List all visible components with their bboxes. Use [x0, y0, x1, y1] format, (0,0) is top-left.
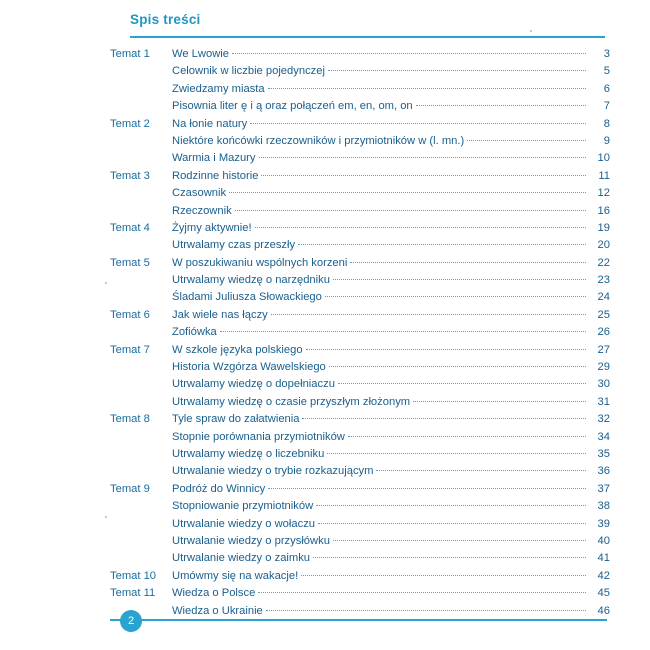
toc-entry-link[interactable] — [172, 274, 610, 286]
toc-entry-link[interactable] — [172, 309, 610, 321]
toc-entry-page: 46 — [597, 604, 610, 617]
page-title: Spis treści — [130, 12, 201, 27]
toc-entry-page: 34 — [597, 430, 610, 443]
toc-entry-link[interactable] — [172, 257, 610, 269]
toc-entry-topic: Temat 2 — [110, 117, 150, 130]
toc-entry-label: Utrwalamy czas przeszły — [172, 239, 296, 252]
toc-entry-label: Utrwalamy wiedzę o liczebniku — [172, 447, 325, 460]
toc-entry-link[interactable] — [172, 187, 610, 199]
toc-entry-label: Utrwalanie wiedzy o przysłówku — [172, 534, 330, 547]
toc-entry[interactable] — [110, 187, 610, 204]
toc-entry-label: Wiedza o Ukrainie — [172, 604, 263, 617]
toc-entry-link[interactable] — [172, 239, 610, 251]
toc-leader-dots — [271, 314, 586, 315]
toc-entry-page: 41 — [597, 552, 610, 565]
paper-speck — [105, 282, 107, 284]
toc-entry[interactable] — [110, 587, 610, 604]
toc-entry-topic: Temat 3 — [110, 169, 150, 182]
toc-entry-link[interactable] — [172, 378, 610, 390]
toc-entry-label: Utrwalamy wiedzę o narzędniku — [172, 274, 330, 287]
toc-entry-link[interactable] — [172, 448, 610, 460]
toc-entry-label: Utrwalanie wiedzy o wołaczu — [172, 517, 316, 530]
toc-entry-link[interactable] — [172, 326, 610, 338]
toc-entry-link[interactable] — [172, 100, 610, 112]
paper-speck — [105, 516, 107, 518]
toc-entry-label: Rzeczownik — [172, 204, 232, 217]
toc-entry-label: Utrwalamy wiedzę o dopełniaczu — [172, 378, 335, 391]
toc-leader-dots — [318, 523, 586, 524]
toc-entry-label: Wiedza o Polsce — [172, 587, 256, 600]
toc-entry-label: Warmia i Mazury — [172, 152, 256, 165]
toc-leader-dots — [302, 418, 586, 419]
toc-entry[interactable] — [110, 222, 610, 239]
toc-entry-page: 36 — [597, 465, 610, 478]
toc-entry[interactable] — [110, 448, 610, 465]
toc-entry-label: Historia Wzgórza Wawelskiego — [172, 361, 326, 374]
toc-entry-page: 9 — [603, 134, 610, 147]
toc-entry[interactable] — [110, 483, 610, 500]
toc-entry-link[interactable] — [172, 396, 610, 408]
toc-entry-link[interactable] — [172, 344, 610, 356]
toc-entry[interactable] — [110, 552, 610, 569]
toc-entry-link[interactable] — [172, 587, 610, 599]
toc-entry-page: 26 — [597, 326, 610, 339]
toc-entry-link[interactable] — [172, 65, 610, 77]
toc-entry-label: Śladami Juliusza Słowackiego — [172, 291, 322, 304]
toc-entry[interactable] — [110, 274, 610, 291]
toc-entry-page: 29 — [597, 361, 610, 374]
toc-entry[interactable] — [110, 48, 610, 65]
toc-entry-link[interactable] — [172, 170, 610, 182]
table-of-contents — [110, 48, 610, 622]
toc-entry-link[interactable] — [172, 483, 610, 495]
toc-entry-label: Stopnie porównania przymiotników — [172, 430, 345, 443]
toc-entry[interactable] — [110, 291, 610, 308]
toc-entry[interactable] — [110, 500, 610, 517]
toc-leader-dots — [350, 262, 586, 263]
toc-entry-page: 6 — [603, 82, 610, 95]
toc-entry-label: W poszukiwaniu wspólnych korzeni — [172, 256, 348, 269]
toc-entry-topic: Temat 6 — [110, 308, 150, 321]
toc-entry-page: 5 — [603, 65, 610, 78]
toc-leader-dots — [229, 192, 586, 193]
toc-entry-page: 23 — [597, 274, 610, 287]
toc-entry-page: 38 — [597, 500, 610, 513]
toc-entry-topic: Temat 8 — [110, 413, 150, 426]
toc-entry-label: Czasownik — [172, 187, 227, 200]
toc-entry-topic: Temat 4 — [110, 221, 150, 234]
toc-leader-dots — [333, 279, 586, 280]
toc-entry-page: 24 — [597, 291, 610, 304]
toc-entry[interactable] — [110, 83, 610, 100]
toc-leader-dots — [416, 105, 586, 106]
toc-entry-link[interactable] — [172, 518, 610, 530]
toc-entry-page: 16 — [597, 204, 610, 217]
toc-entry[interactable] — [110, 65, 610, 82]
toc-entry-link[interactable] — [172, 118, 610, 130]
toc-entry-page: 35 — [597, 447, 610, 460]
toc-entry-link[interactable] — [172, 135, 610, 147]
toc-leader-dots — [316, 505, 586, 506]
toc-leader-dots — [250, 123, 586, 124]
toc-entry-page: 39 — [597, 517, 610, 530]
toc-leader-dots — [333, 540, 586, 541]
toc-entry-page: 42 — [597, 569, 610, 582]
toc-entry-link[interactable] — [172, 431, 610, 443]
toc-leader-dots — [306, 349, 586, 350]
toc-entry[interactable] — [110, 326, 610, 343]
toc-entry-link[interactable] — [172, 605, 610, 617]
toc-entry-page: 3 — [603, 48, 610, 60]
toc-entry-link[interactable] — [172, 152, 610, 164]
toc-entry-label: Niektóre końcówki rzeczowników i przymiotników w (l. mn.) — [172, 134, 465, 147]
toc-entry[interactable] — [110, 465, 610, 482]
toc-entry-page: 7 — [603, 100, 610, 113]
toc-entry-label: Zwiedzamy miasta — [172, 82, 265, 95]
toc-entry-link[interactable] — [172, 500, 610, 512]
toc-entry[interactable] — [110, 361, 610, 378]
toc-entry-label: Tyle spraw do załatwienia — [172, 413, 300, 426]
toc-leader-dots — [235, 210, 586, 211]
toc-leader-dots — [259, 157, 587, 158]
toc-entry-link[interactable] — [172, 570, 610, 582]
toc-entry-page: 27 — [597, 343, 610, 356]
toc-leader-dots — [467, 140, 586, 141]
content-area — [110, 0, 622, 650]
toc-leader-dots — [220, 331, 586, 332]
toc-entry[interactable] — [110, 170, 610, 187]
toc-entry-page: 40 — [597, 534, 610, 547]
toc-entry[interactable] — [110, 518, 610, 535]
toc-entry-page: 20 — [597, 239, 610, 252]
toc-leader-dots — [266, 610, 586, 611]
toc-leader-dots — [255, 227, 586, 228]
toc-entry-label: Utrwalanie wiedzy o trybie rozkazującym — [172, 465, 374, 478]
toc-leader-dots — [232, 53, 586, 54]
toc-leader-dots — [328, 70, 586, 71]
toc-entry[interactable] — [110, 118, 610, 135]
toc-entry-label: Zofiówka — [172, 326, 217, 339]
toc-entry[interactable] — [110, 309, 610, 326]
toc-entry-link[interactable] — [172, 552, 610, 564]
toc-leader-dots — [338, 383, 586, 384]
toc-entry-page: 12 — [597, 187, 610, 200]
toc-entry-link[interactable] — [172, 48, 610, 60]
toc-entry[interactable] — [110, 152, 610, 169]
toc-entry-label: Na łonie natury — [172, 117, 248, 130]
toc-entry-label: Żyjmy aktywnie! — [172, 221, 252, 234]
toc-entry[interactable] — [110, 431, 610, 448]
toc-entry-page: 30 — [597, 378, 610, 391]
toc-entry-link[interactable] — [172, 535, 610, 547]
toc-entry-label: Celownik w liczbie pojedynczej — [172, 65, 325, 78]
toc-leader-dots — [413, 401, 586, 402]
toc-entry-label: Utrwalamy wiedzę o czasie przyszłym złożonym — [172, 395, 411, 408]
toc-leader-dots — [261, 175, 586, 176]
toc-entry-label: We Lwowie — [172, 48, 229, 60]
toc-leader-dots — [301, 575, 586, 576]
toc-entry[interactable] — [110, 135, 610, 152]
toc-entry-page: 22 — [597, 256, 610, 269]
toc-entry[interactable] — [110, 344, 610, 361]
toc-entry-link[interactable] — [172, 413, 610, 425]
toc-leader-dots — [376, 470, 586, 471]
toc-entry-label: Podróż do Winnicy — [172, 482, 266, 495]
toc-entry-page: 11 — [598, 169, 610, 182]
toc-leader-dots — [268, 488, 586, 489]
toc-leader-dots — [258, 592, 586, 593]
toc-entry-label: Stopniowanie przymiotników — [172, 500, 314, 513]
toc-leader-dots — [327, 453, 586, 454]
toc-entry-link[interactable] — [172, 222, 610, 234]
toc-entry[interactable] — [110, 570, 610, 587]
title-divider — [130, 36, 605, 38]
toc-entry[interactable] — [110, 205, 610, 222]
toc-entry-page: 19 — [597, 221, 610, 234]
toc-entry[interactable] — [110, 396, 610, 413]
footer-divider — [110, 619, 607, 621]
toc-entry[interactable] — [110, 535, 610, 552]
toc-entry-label: W szkole języka polskiego — [172, 343, 303, 356]
toc-entry-link[interactable] — [172, 83, 610, 95]
toc-entry-label: Jak wiele nas łączy — [172, 308, 268, 321]
toc-entry-topic: Temat 1 — [110, 48, 150, 60]
toc-entry-link[interactable] — [172, 361, 610, 373]
toc-entry-label: Rodzinne historie — [172, 169, 259, 182]
toc-entry[interactable] — [110, 239, 610, 256]
toc-entry-label: Pisownia liter ę i ą oraz połączeń em, en, om, on — [172, 100, 413, 113]
page-number-badge: 2 — [120, 610, 142, 632]
toc-entry-page: 32 — [597, 413, 610, 426]
toc-entry-link[interactable] — [172, 205, 610, 217]
toc-entry-page: 37 — [597, 482, 610, 495]
toc-entry-topic: Temat 9 — [110, 482, 150, 495]
toc-entry[interactable] — [110, 100, 610, 117]
toc-entry-link[interactable] — [172, 465, 610, 477]
toc-entry-topic: Temat 5 — [110, 256, 150, 269]
toc-entry-topic: Temat 11 — [110, 587, 156, 600]
toc-entry-link[interactable] — [172, 291, 610, 303]
toc-entry[interactable] — [110, 257, 610, 274]
toc-leader-dots — [348, 436, 586, 437]
toc-entry-label: Umówmy się na wakacje! — [172, 569, 299, 582]
toc-entry-page: 31 — [597, 395, 610, 408]
toc-leader-dots — [268, 88, 586, 89]
toc-leader-dots — [313, 557, 586, 558]
toc-leader-dots — [329, 366, 586, 367]
toc-entry-topic: Temat 7 — [110, 343, 150, 356]
toc-entry-page: 45 — [597, 587, 610, 600]
toc-entry-label: Utrwalanie wiedzy o zaimku — [172, 552, 311, 565]
toc-entry-page: 8 — [603, 117, 610, 130]
toc-entry-page: 10 — [597, 152, 610, 165]
toc-entry[interactable] — [110, 413, 610, 430]
toc-leader-dots — [325, 296, 586, 297]
toc-entry-page: 25 — [597, 308, 610, 321]
toc-entry-topic: Temat 10 — [110, 569, 157, 582]
toc-entry[interactable] — [110, 378, 610, 395]
toc-leader-dots — [298, 244, 586, 245]
